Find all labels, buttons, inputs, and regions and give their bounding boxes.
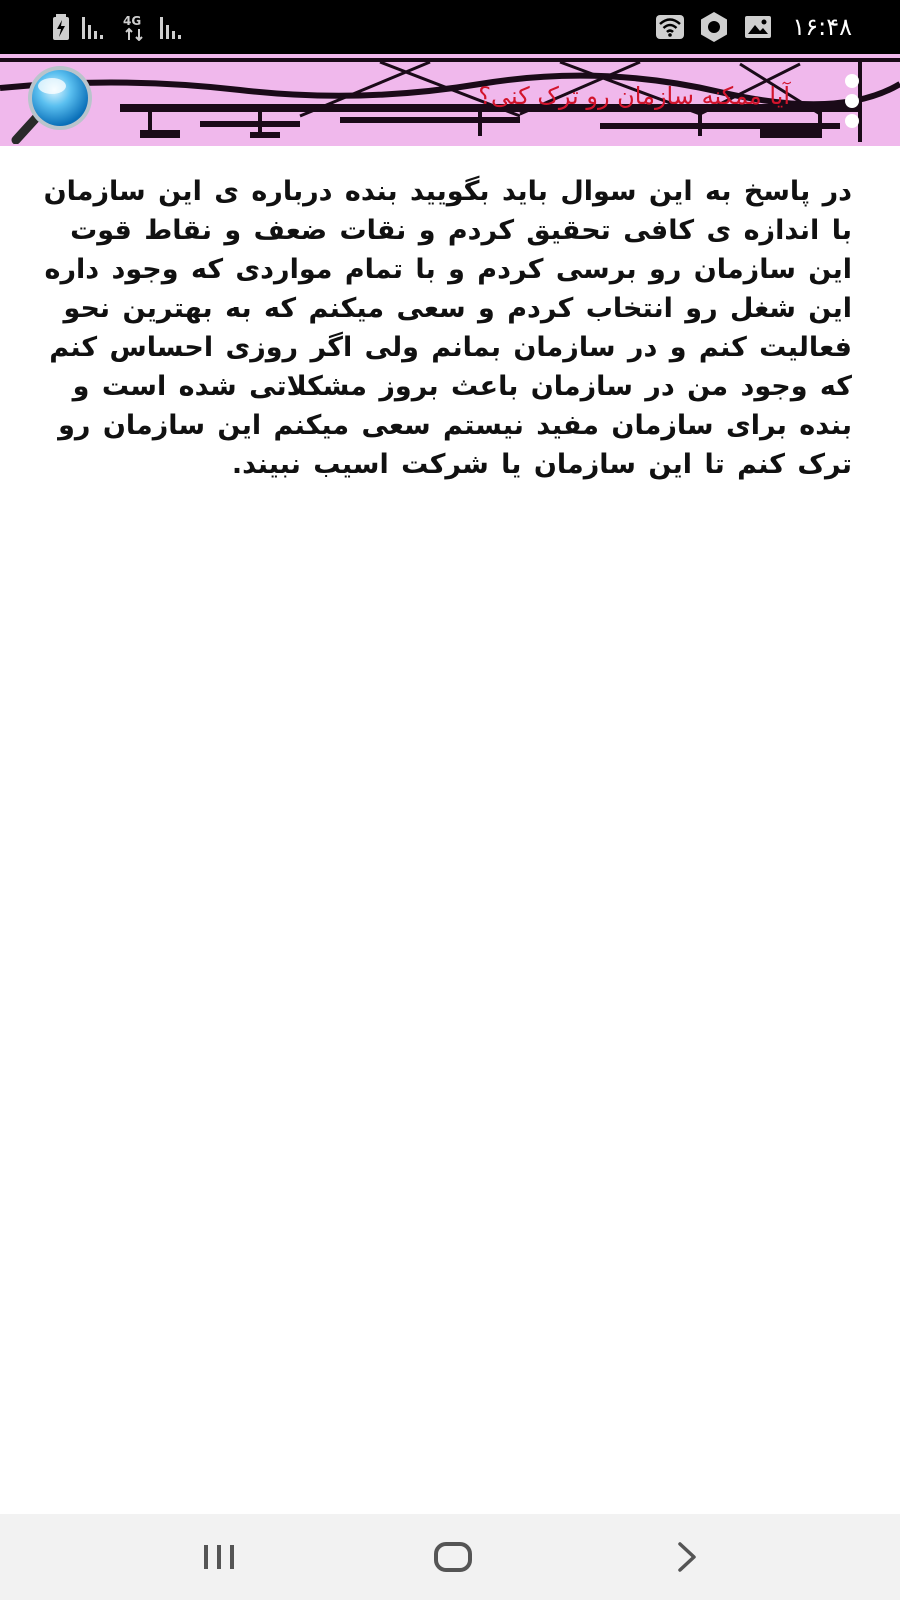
status-bar <box>0 0 900 54</box>
wifi-icon <box>656 15 684 39</box>
app-notification-icon <box>698 11 730 43</box>
more-options-button[interactable] <box>840 74 864 128</box>
search-button[interactable] <box>10 62 100 144</box>
signal-icon <box>82 15 110 39</box>
status-time: ۱۶:۴۸ <box>792 13 852 41</box>
home-button[interactable] <box>418 1532 488 1582</box>
home-icon <box>433 1541 473 1573</box>
network-4g-icon <box>122 13 148 41</box>
back-icon <box>674 1541 700 1573</box>
svg-text:4G: 4G <box>123 14 142 28</box>
more-vert-icon <box>845 94 859 108</box>
article-body: در پاسخ به این سوال باید بگویید بنده درباره ی این سازمان با اندازه ی کافی تحقیق کردم و نقات ضعف و نقاط قوت این سازمان رو برسی کردم و با تمام مواردی که وجود داره این شغل رو انتخاب کردم و سعی میکنم که به بهترین نحو فعالیت کنم و در سازمان بمانم ولی اگر روزی احساس کنم که وجود من در سازمان باعث بروز مشکلاتی شده است و بنده برای سازمان مفید نیستم سعی میکنم این سازمان رو ترک کنم تا این سازمان یا شرکت اسیب نبیند. <box>43 176 852 480</box>
status-left-icons <box>52 12 188 42</box>
image-icon <box>744 15 772 39</box>
back-button[interactable] <box>652 1532 722 1582</box>
status-right-icons <box>656 10 852 44</box>
more-vert-icon <box>845 74 859 88</box>
recents-button[interactable] <box>184 1532 254 1582</box>
app-header <box>0 54 900 146</box>
page-title: آیا ممکنه سازمان رو ترک کنی؟ <box>478 82 790 110</box>
navigation-bar <box>0 1514 900 1600</box>
battery-icon <box>52 14 70 40</box>
signal-icon <box>160 15 188 39</box>
recents-icon <box>202 1543 236 1571</box>
search-icon <box>10 62 100 144</box>
more-vert-icon <box>845 114 859 128</box>
